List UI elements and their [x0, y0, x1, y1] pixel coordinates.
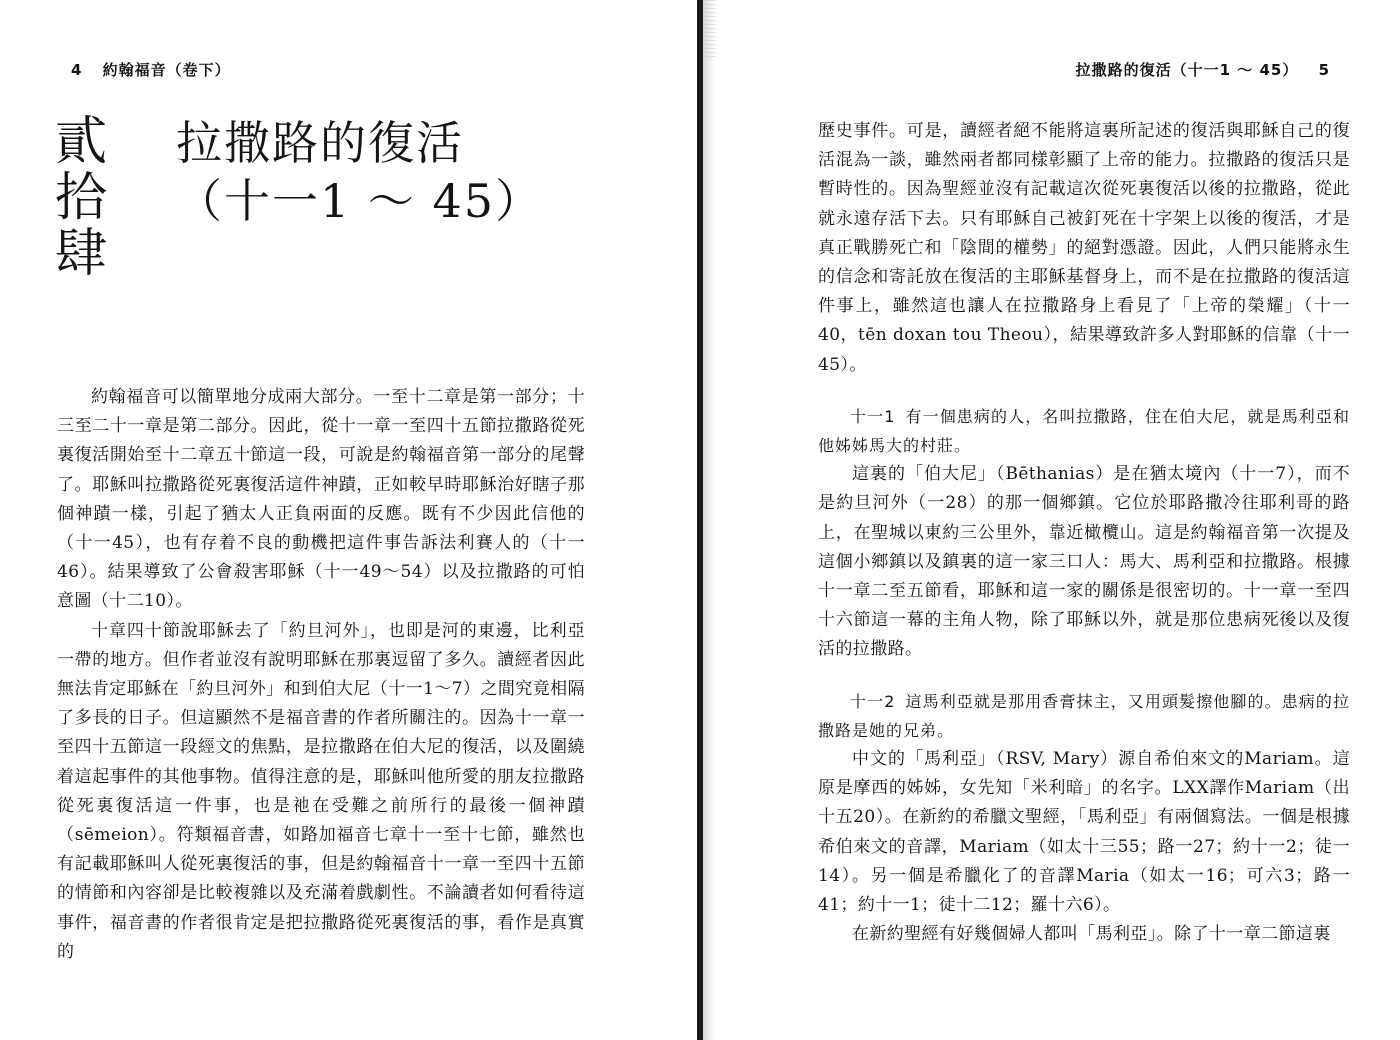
book-title: 約翰福音（卷下） [102, 61, 231, 79]
page-number-right: 5 [1318, 61, 1330, 79]
verse-reference: 十一2 [850, 691, 896, 711]
page-number-left: 4 [71, 61, 83, 79]
running-head-left [57, 59, 231, 80]
verse-text: 有一個患病的人，名叫拉撒路，住在伯大尼，就是馬利亞和他姊姊馬大的村莊。 [818, 406, 1350, 456]
chapter-title-line: （十一1 ～ 45） [176, 174, 544, 228]
left-body-text [57, 383, 585, 967]
verse-reference: 十一1 [850, 406, 896, 426]
paragraph: 這裏的「伯大尼」（Bēthanias）是在猶太境內（十一7），而不是約旦河外（一28）的那一個鄉鎮。它位於耶路撒冷往耶利哥的路上，在聖城以東約三公里外，靠近橄欖山。這是約翰福音第一次提及這個小鄉鎮以及鎮裏的這一家三口人：馬大、馬利亞和拉撒路。根據十一章二至五節看，耶穌和這一家的關係是很密切的。十一章一至四十六節這一幕的主角人物，除了耶穌以外，就是那位患病死後以及復活的拉撒路。 [818, 464, 1350, 660]
chapter-title-line: 拉撒路的復活 [176, 116, 464, 170]
verse-quote [818, 402, 1350, 460]
verse-quote [818, 687, 1350, 745]
chapter-number [55, 114, 119, 282]
section-title: 拉撒路的復活（十一1 ～ 45） [1075, 61, 1299, 79]
paragraph: 約翰福音可以簡單地分成兩大部分。一至十二章是第一部分；十三至二十一章是第二部分。因此，從十一章一至四十五節拉撒路從死裏復活開始至十二章五十節這一段，可說是約翰福音第一部分的尾聲了。耶穌叫拉撒路從死裏復活這件神蹟，正如較早時耶穌治好瞎子那個神蹟一樣，引起了猶太人正負兩面的反應。既有不少因此信他的（十一45），也有存着不良的動機把這件事告訴法利賽人的（十一46）。結果導致了公會殺害耶穌（十一49～54）以及拉撒路的可怕意圖（十二10）。 [57, 387, 585, 612]
paragraph: 在新約聖經有好幾個婦人都叫「馬利亞」。除了十一章二節這裏 [852, 924, 1331, 945]
paragraph: 十章四十節說耶穌去了「約旦河外」，也即是河的東邊，比利亞一帶的地方。但作者並沒有說明耶穌在那裏逗留了多久。讀經者因此無法肯定耶穌在「約旦河外」和到伯大尼（十一1～7）之間究竟相隔了多長的日子。但這顯然不是福音書的作者所關注的。因為十一章一至四十五節這一段經文的焦點，是拉撒路在伯大尼的復活，以及圍繞着這起事件的其他事物。值得注意的是，耶穌叫他所愛的朋友拉撒路從死裏復活這一件事，也是祂在受難之前所行的最後一個神蹟（sēmeion）。符類福音書，如路加福音七章十一至十七節，雖然也有記載耶穌叫人從死裏復活的事，但是約翰福音十一章一至四十五節的情節和內容卻是比較複雜以及充滿着戲劇性。不論讀者如何看待這事件，福音書的作者很肯定是把拉撒路從死裏復活的事，看作是真實的 [57, 620, 585, 962]
chapter-number-char: 肆 [55, 224, 108, 284]
paragraph: 歷史事件。可是，讀經者絕不能將這裏所記述的復活與耶穌自己的復活混為一談，雖然兩者都同樣彰顯了上帝的能力。拉撒路的復活只是暫時性的。因為聖經並沒有記載這次從死裏復活以後的拉撒路，從此就永遠存活下去。只有耶穌自己被釘死在十字架上以後的復活，才是真正戰勝死亡和「陰間的權勢」的絕對憑證。因此，人們只能將永生的信念和寄託放在復活的主耶穌基督身上，而不是在拉撒路的復活這件事上，雖然這也讓人在拉撒路身上看見了「上帝的榮耀」（十一40，tēn doxan tou Theou），結果導致許多人對耶穌的信靠（十一45）。 [818, 121, 1350, 375]
right-body-text [818, 117, 1350, 949]
chapter-number-char: 拾 [55, 168, 108, 228]
chapter-title [176, 114, 543, 230]
paragraph: 中文的「馬利亞」（RSV, Mary）源自希伯來文的Mariam。這原是摩西的姊姊，女先知「米利暗」的名字。LXX譯作Mariam（出十五20）。在新約的希臘文聖經，「馬利亞」有兩個寫法。一個是根據希伯來文的音譯，Mariam（如太十三55；路一27；約十一2；徒一14）。另一個是希臘化了的音譯Maria（如太一16；可六3；路一41；約十一1；徒十二12；羅十六6）。 [818, 749, 1350, 916]
running-head-right [1076, 59, 1344, 80]
left-page [0, 0, 697, 1040]
right-page [703, 0, 1400, 1040]
verse-text: 這馬利亞就是那用香膏抹主，又用頭髮擦他腳的。患病的拉撒路是她的兄弟。 [818, 691, 1350, 740]
chapter-number-char: 貳 [55, 112, 108, 172]
